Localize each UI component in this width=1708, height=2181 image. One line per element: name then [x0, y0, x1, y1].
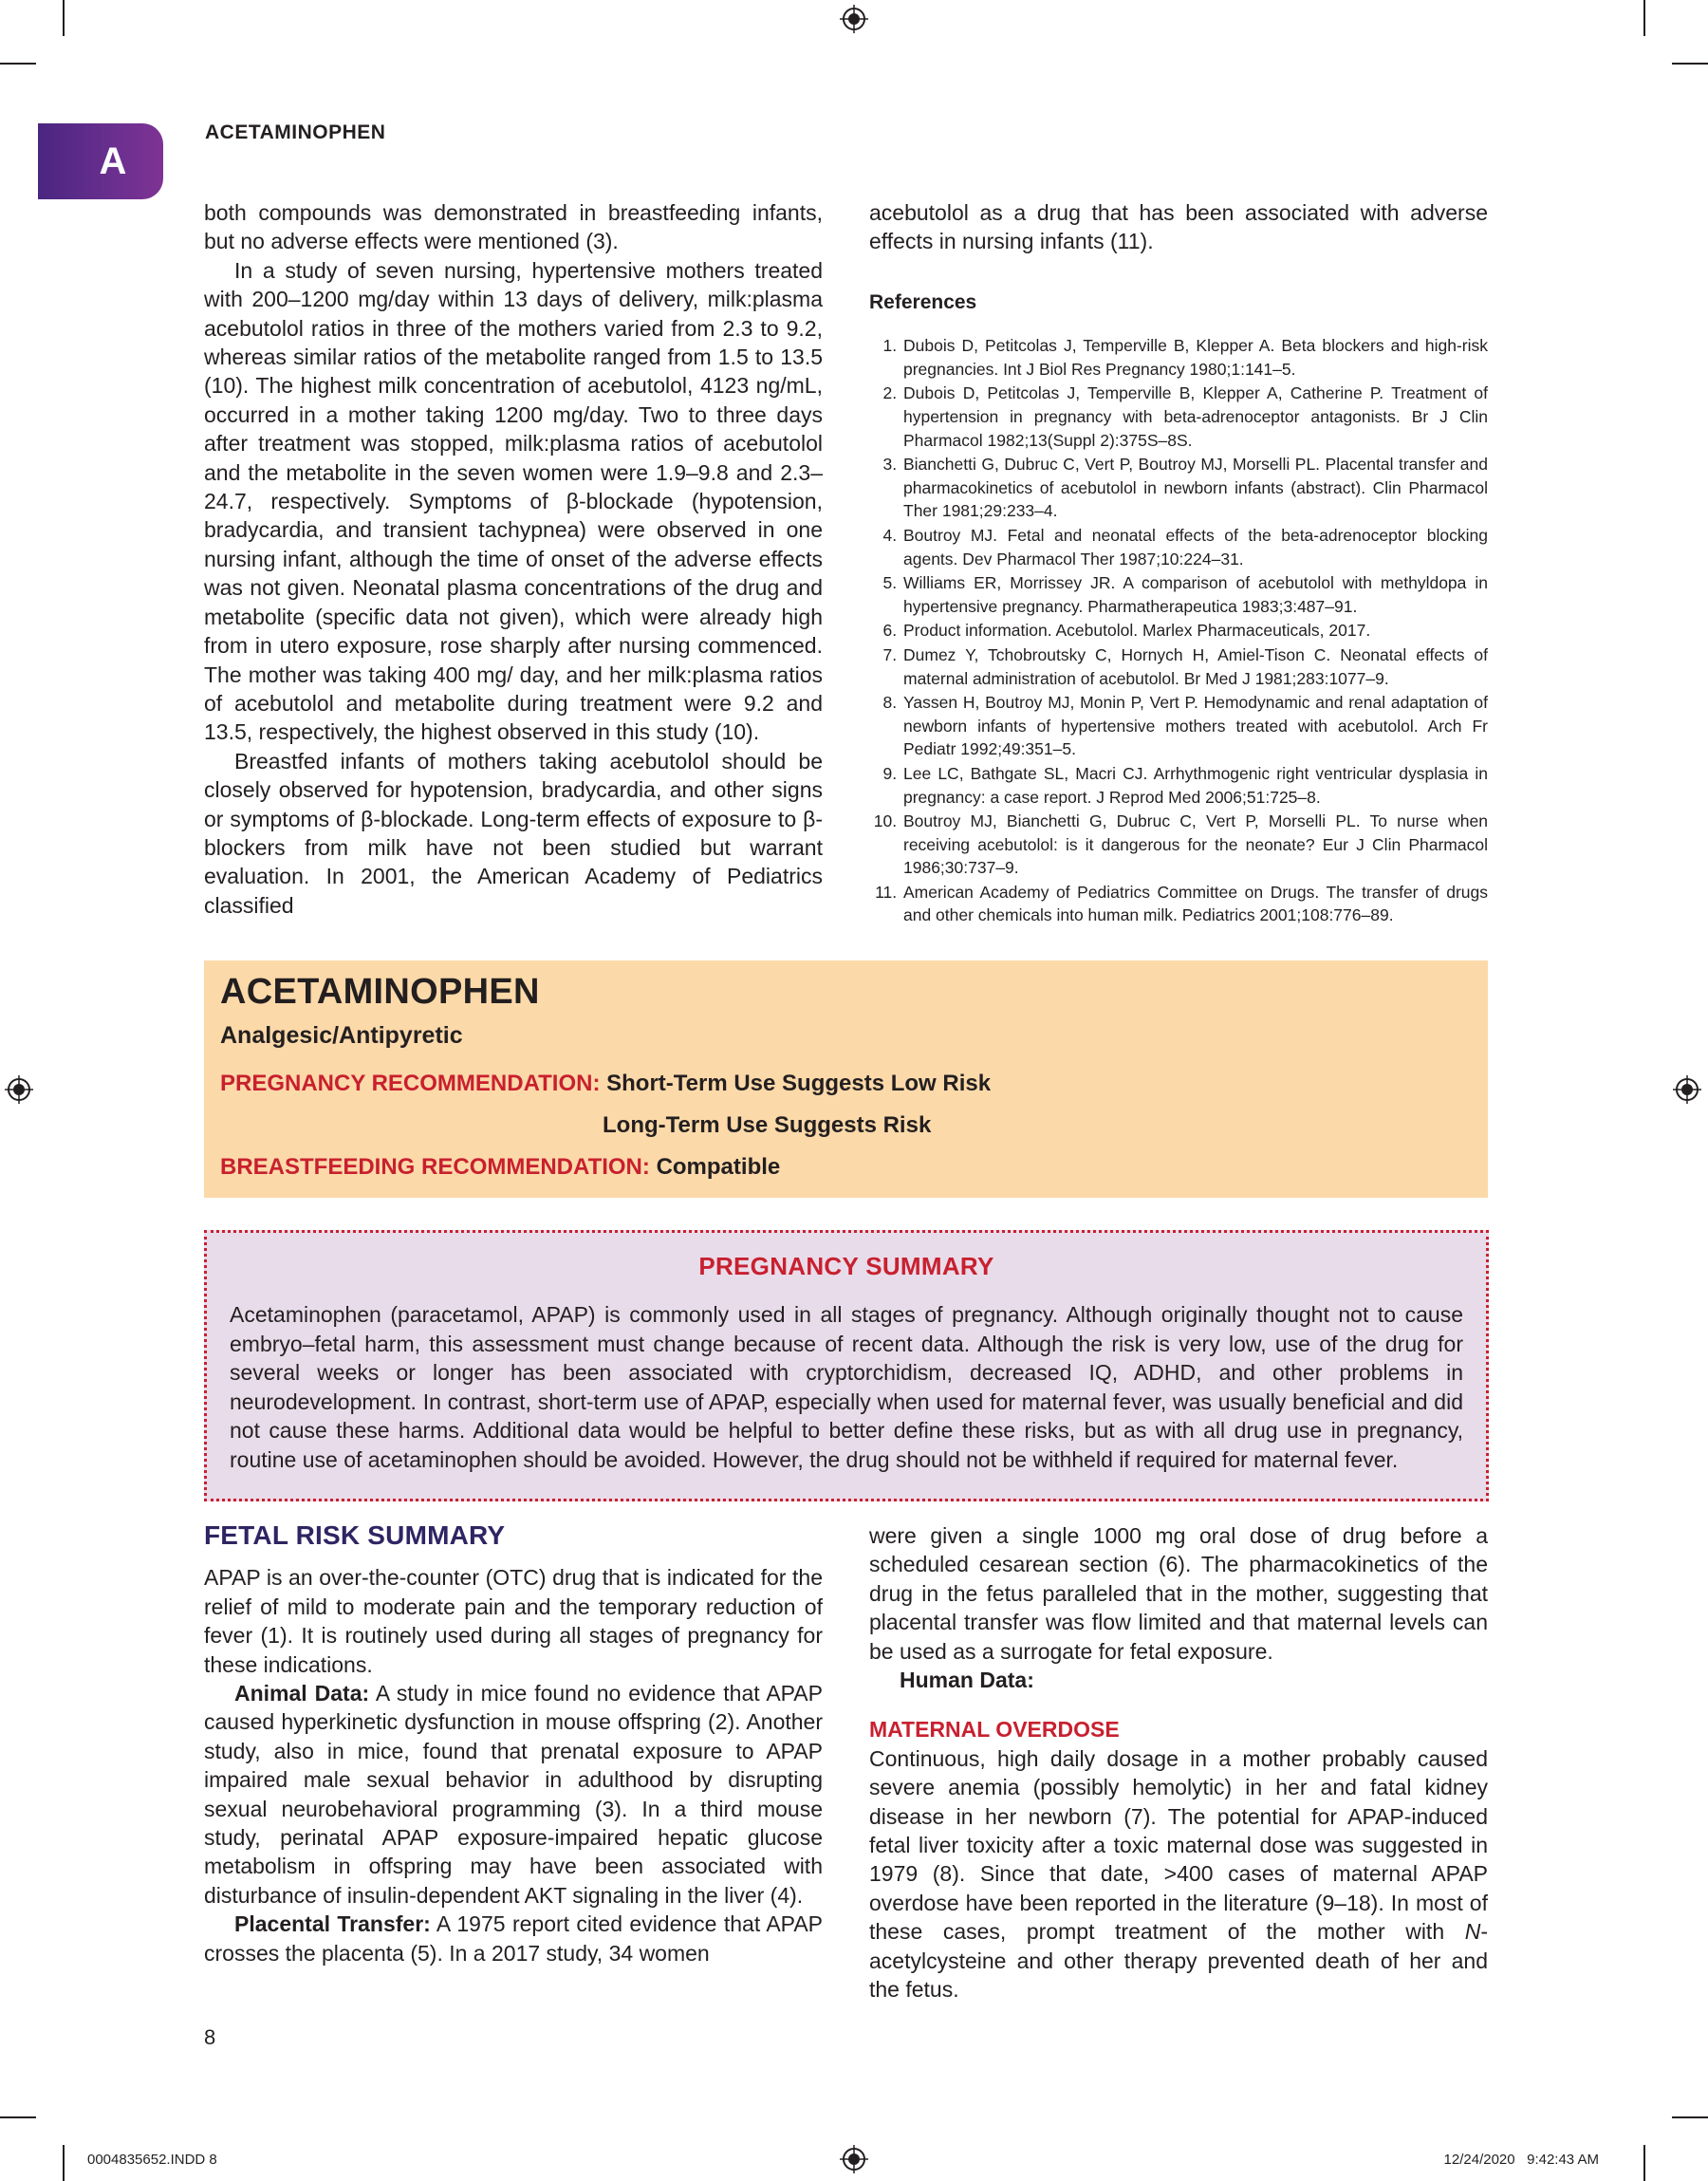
file-slug: 0004835652.INDD 8	[87, 2152, 217, 2168]
reference-item: 6. Product information. Acebutolol. Marlex Pharmaceuticals, 2017.	[901, 619, 1488, 643]
paragraph: were given a single 1000 mg oral dose of drug before a scheduled cesarean section (6). The pharmacokinetics of the drug in the fetus paralleled that in the mother, suggesting that placental transfer was flow limited and that maternal levels can be used as a surrogate for fetal exposure.	[869, 1523, 1488, 1664]
breastfeeding-recommendation-label: BREASTFEEDING RECOMMENDATION:	[220, 1154, 650, 1180]
monograph-header	[204, 960, 1488, 1198]
paragraph	[204, 1910, 823, 1967]
reference-item: 11. American Academy of Pediatrics Committee on Drugs. The transfer of drugs and other chemicals into human milk. Pediatrics 2001;108:776–89.	[901, 881, 1488, 927]
reference-item: 10. Boutroy MJ, Bianchetti G, Dubruc C, Vert P, Morselli PL. To nurse when receiving acebutolol: is it dangerous for the neonate? Eur J Clin Pharmacol 1986;30:737–9.	[901, 810, 1488, 880]
crop-mark	[1672, 63, 1708, 65]
reference-list	[869, 334, 1488, 927]
registration-mark-icon	[1673, 1075, 1701, 1104]
right-column-top	[869, 198, 1488, 928]
paragraph: APAP is an over-the-counter (OTC) drug that is indicated for the relief of mild to moderate pain and the temporary reduction of fever (1). It is routinely used during all stages of pregnancy for these indications.	[204, 1565, 823, 1677]
overdose-italic: N	[1464, 1919, 1481, 1945]
monograph-title: ACETAMINOPHEN	[220, 972, 540, 1012]
reference-item: 9. Lee LC, Bathgate SL, Macri CJ. Arrhythmogenic right ventricular dysplasia in pregnancy: a case report. J Reprod Med 2006;51:725–8.	[901, 762, 1488, 809]
left-column-top	[204, 198, 823, 920]
registration-mark-icon	[840, 2145, 868, 2173]
animal-data-label: Animal Data:	[234, 1681, 370, 1706]
maternal-overdose-heading: MATERNAL OVERDOSE	[869, 1717, 1120, 1743]
paragraph: In a study of seven nursing, hypertensive mothers treated with 200–1200 mg/day within 13 days of delivery, milk:plasma acebutolol ratios in three of the mothers varied from 2.3 to 9.2, whereas similar ratios of the metabolite ranged from 1.5 to 13.5 (10). The highest milk concentration of acebutolol, 4123 ng/mL, occurred in a mother taking 1200 mg/day. Two to three days after treatment was stopped, milk:plasma ratios of acebutolol and the metabolite in the seven women were 1.9–9.8 and 2.3–24.7, respectively. Symptoms of β-blockade (hypotension, bradycardia, and transient tachypnea) were observed in one nursing infant, although the time of onset of the adverse effects was not given. Neonatal plasma concentrations of the drug and metabolite (specific data not given), which were already high from in utero exposure, rose sharply after nursing commenced. The mother was taking 400 mg/ day, and her milk:plasma ratios of acebutolol and metabolite during treatment were 9.2 and 13.5, respectively, the highest observed in this study (10).	[204, 257, 823, 745]
reference-item: 2. Dubois D, Petitcolas J, Temperville B, Klepper A, Catherine P. Treatment of hypertension in pregnancy with beta-adrenoceptor antagonists. Br J Clin Pharmacol 1982;13(Suppl 2):375S–8S.	[901, 382, 1488, 452]
crop-mark	[1643, 2145, 1645, 2181]
animal-data-text: A study in mice found no evidence that APAP caused hyperkinetic dysfunction in mouse offspring (2). Another study, also in mice, found that prenatal exposure to APAP impaired male sexual behavior in adulthood by disrupting sexual neurobehavioral programming (3). In a third mouse study, perinatal APAP exposure-impaired hepatic glucose metabolism in offspring may have been associated with disturbance of insulin-dependent AKT signaling in the liver (4).	[204, 1681, 823, 1908]
running-head: ACETAMINOPHEN	[205, 121, 386, 143]
crop-mark	[63, 2145, 65, 2181]
pregnancy-recommendation-value-2: Long-Term Use Suggests Risk	[603, 1112, 932, 1138]
pregnancy-recommendation	[220, 1071, 991, 1097]
page-number: 8	[204, 2025, 216, 2049]
crop-mark	[0, 2116, 36, 2118]
registration-mark-icon	[840, 5, 868, 33]
drug-class: Analgesic/Antipyretic	[220, 1022, 463, 1049]
date-slug: 12/24/2020 9:42:43 AM	[1443, 2152, 1599, 2168]
human-data-label-text: Human Data:	[900, 1668, 1034, 1693]
reference-item: 3. Bianchetti G, Dubruc C, Vert P, Boutroy MJ, Morselli PL. Placental transfer and pharmacokinetics of acebutolol in newborn infants (abstract). Clin Pharmacol Ther 1981;29:233–4.	[901, 453, 1488, 523]
reference-item: 7. Dumez Y, Tchobroutsky C, Hornych H, Amiel-Tison C. Neonatal effects of maternal administration of acebutolol. Br Med J 1981;283:1077–9.	[901, 643, 1488, 690]
fetal-risk-heading: FETAL RISK SUMMARY	[204, 1520, 506, 1550]
paragraph	[869, 1744, 1488, 2004]
human-data-label	[869, 1666, 1488, 1694]
left-column-bottom	[204, 1521, 823, 1967]
reference-item: 5. Williams ER, Morrissey JR. A comparison of acebutolol with methyldopa in hypertensive pregnancy. Pharmatherapeutica 1983;3:487–91.	[901, 571, 1488, 618]
references-heading: References	[869, 290, 977, 313]
breastfeeding-recommendation-value: Compatible	[656, 1154, 781, 1180]
pregnancy-summary-box	[204, 1230, 1489, 1501]
placental-transfer-label: Placental Transfer:	[234, 1911, 431, 1937]
paragraph: Breastfed infants of mothers taking acebutolol should be closely observed for hypotension, bradycardia, and other signs or symptoms of β-blockade. Long-term effects of exposure to β-blockers from milk have not been studied but warrant evaluation. In 2001, the American Academy of Pediatrics classified	[204, 748, 823, 918]
crop-mark	[1672, 2116, 1708, 2118]
breastfeeding-recommendation	[220, 1154, 780, 1181]
overdose-text: Continuous, high daily dosage in a mother probably caused severe anemia (possibly hemolytic) in her and fatal kidney disease in her newborn (7). The potential for APAP-induced fetal liver toxicity after a toxic maternal dose was suggested in 1979 (8). Since that date, >400 cases of maternal APAP overdose have been reported in the literature (9–18). In most of these cases, prompt treatment of the mother with	[869, 1745, 1488, 1945]
pregnancy-summary-text: Acetaminophen (paracetamol, APAP) is commonly used in all stages of pregnancy. Although originally thought not to cause embryo–fetal harm, this assessment must change because of recent data. Although the risk is very low, use of the drug for several weeks or longer has been associated with cryptorchidism, decreased IQ, ADHD, and other problems in neurodevelopment. In contrast, short-term use of APAP, especially when used for maternal fever, was usually beneficial and did not cause these harms. Additional data would be helpful to better define these risks, but as with all drug use in pregnancy, routine use of acetaminophen should be avoided. However, the drug should not be withheld if required for maternal fever.	[230, 1302, 1463, 1472]
section-tab: A	[38, 123, 163, 199]
crop-mark	[0, 63, 36, 65]
paragraph	[204, 1679, 823, 1910]
paragraph: both compounds was demonstrated in breastfeeding infants, but no adverse effects were mentioned (3).	[204, 200, 823, 254]
registration-mark-icon	[5, 1075, 33, 1104]
crop-mark	[1643, 0, 1645, 36]
pregnancy-recommendation-value: Short-Term Use Suggests Low Risk	[606, 1071, 992, 1096]
pregnancy-recommendation-label: PREGNANCY RECOMMENDATION:	[220, 1071, 601, 1096]
overdose-text-end: -acetylcysteine and other therapy prevented death of her and the fetus.	[869, 1919, 1488, 2003]
reference-item: 8. Yassen H, Boutroy MJ, Monin P, Vert P. Hemodynamic and renal adaptation of newborn infants of hypertensive mothers treated with acebutolol. Arch Fr Pediatr 1992;49:351–5.	[901, 691, 1488, 761]
pregnancy-summary-title: PREGNANCY SUMMARY	[698, 1252, 994, 1280]
reference-item: 4. Boutroy MJ. Fetal and neonatal effects of the beta-adrenoceptor blocking agents. Dev Pharmacol Ther 1987;10:224–31.	[901, 524, 1488, 570]
paragraph: acebutolol as a drug that has been associated with adverse effects in nursing infants (11).	[869, 200, 1488, 254]
right-column-bottom	[869, 1521, 1488, 2004]
crop-mark	[63, 0, 65, 36]
reference-item: 1. Dubois D, Petitcolas J, Temperville B, Klepper A. Beta blockers and high-risk pregnancies. Int J Biol Res Pregnancy 1980;1:141–5.	[901, 334, 1488, 381]
placental-transfer-text: A 1975 report cited evidence that APAP crosses the placenta (5). In a 2017 study, 34 women	[204, 1911, 823, 1966]
